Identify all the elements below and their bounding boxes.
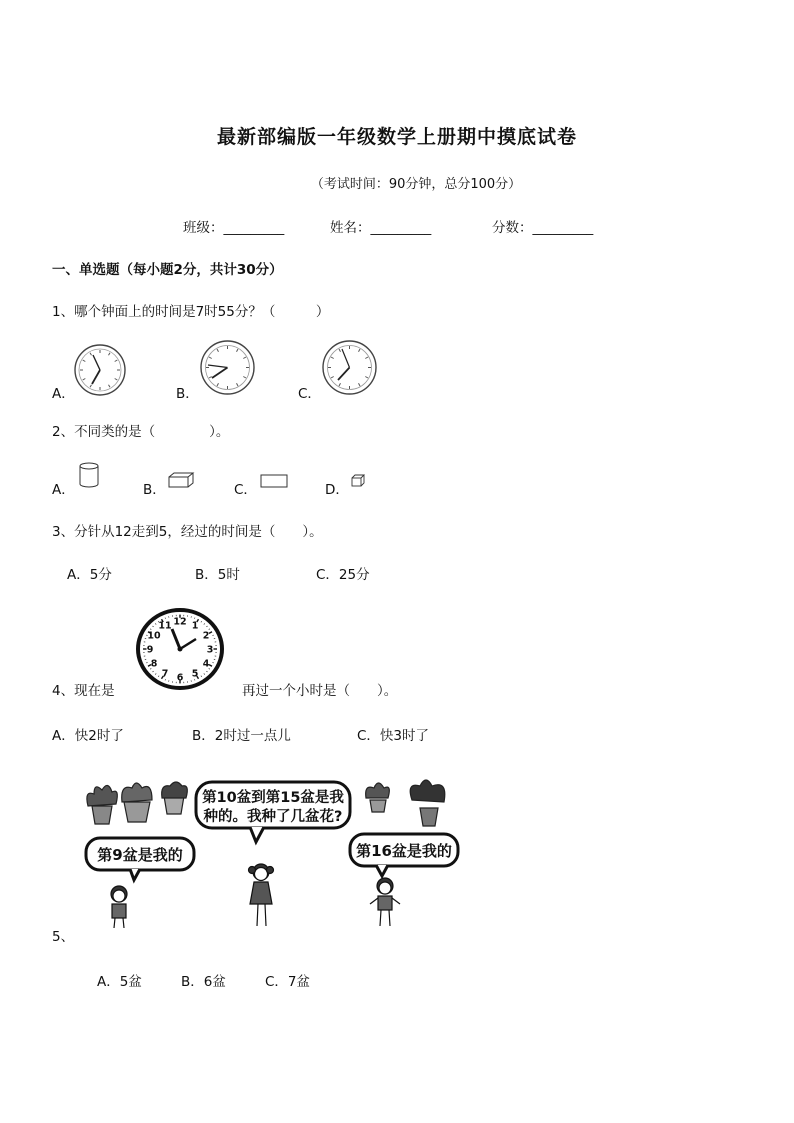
clock-numeral: 3 bbox=[206, 644, 214, 656]
cube-icon bbox=[351, 474, 365, 487]
q3-option-c: C．25分 bbox=[316, 567, 370, 583]
exam-info: （考试时间：90分钟，总分100分） bbox=[310, 177, 522, 192]
bubble-middle-line1: 第10盆到第15盆是我 bbox=[202, 790, 344, 806]
section-heading: 一、单选题（每小题2分，共计30分） bbox=[52, 262, 283, 278]
clock-numeral: 5 bbox=[191, 668, 199, 680]
clock-numeral: 9 bbox=[146, 644, 154, 656]
clock-c-icon bbox=[322, 340, 377, 395]
class-field: 班级：_________ bbox=[183, 220, 285, 236]
q5-option-a: A．5盆 bbox=[97, 974, 142, 990]
clock-numeral: 10 bbox=[147, 630, 161, 642]
question-2-stem: 2、不同类的是（ ）。 bbox=[52, 424, 230, 440]
girl-middle-figure bbox=[249, 864, 274, 926]
question-1-stem: 1、哪个钟面上的时间是7时55分？（ ） bbox=[52, 304, 330, 320]
page-title: 最新部编版一年级数学上册期中摸底试卷 bbox=[216, 126, 577, 148]
clock-numeral: 6 bbox=[176, 672, 184, 684]
q3-option-b: B．5时 bbox=[195, 567, 240, 583]
cuboid-icon bbox=[168, 472, 194, 488]
q2-option-c-label: C． bbox=[234, 482, 257, 498]
flower-pot-icon bbox=[366, 783, 390, 812]
q2-option-b-label: B． bbox=[143, 482, 166, 498]
q4-option-a: A．快2时了 bbox=[52, 728, 124, 744]
bubble-middle-line2: 种的。我种了几盆花? bbox=[203, 809, 343, 825]
score-field: 分数：_________ bbox=[492, 220, 594, 236]
q3-option-a: A．5分 bbox=[67, 567, 112, 583]
clock-numeral: 1 bbox=[191, 620, 199, 632]
clock-numeral: 8 bbox=[150, 658, 158, 670]
flower-pot-icon bbox=[87, 785, 117, 824]
q2-option-d-label: D． bbox=[325, 482, 349, 498]
flower-pots-illustration bbox=[80, 776, 470, 932]
boy-right-figure bbox=[370, 878, 400, 926]
clock-numeral: 7 bbox=[161, 668, 169, 680]
cylinder-icon bbox=[79, 462, 99, 488]
q1-option-c-label: C． bbox=[298, 386, 321, 402]
q4-option-b: B．2时过一点儿 bbox=[192, 728, 291, 744]
bubble-right-text: 第16盆是我的 bbox=[356, 842, 452, 860]
flower-pot-icon bbox=[162, 782, 188, 814]
clock-numeral: 2 bbox=[202, 630, 210, 642]
q5-option-c: C．7盆 bbox=[265, 974, 311, 990]
clock-numeral: 4 bbox=[202, 658, 210, 670]
clock-numeral: 12 bbox=[173, 616, 187, 628]
flower-pot-icon bbox=[410, 780, 445, 826]
q2-option-a-label: A． bbox=[52, 482, 75, 498]
q1-option-a-label: A． bbox=[52, 386, 75, 402]
q4-option-c: C．快3时了 bbox=[357, 728, 430, 744]
question-5-number: 5、 bbox=[52, 929, 75, 945]
clock-a-icon bbox=[74, 344, 126, 396]
bubble-left-text: 第9盆是我的 bbox=[97, 846, 183, 864]
clock-q4-icon bbox=[136, 608, 224, 690]
flower-pot-icon bbox=[122, 783, 152, 822]
name-field: 姓名：_________ bbox=[330, 220, 432, 236]
clock-numeral: 11 bbox=[158, 620, 172, 632]
clock-b-icon bbox=[200, 340, 255, 395]
question-4-suffix: 再过一个小时是（ ）。 bbox=[242, 683, 398, 699]
rectangle-icon bbox=[260, 474, 288, 488]
q5-option-b: B．6盆 bbox=[181, 974, 226, 990]
q1-option-b-label: B． bbox=[176, 386, 199, 402]
boy-left-figure bbox=[111, 886, 127, 928]
question-4-prefix: 4、现在是 bbox=[52, 683, 115, 699]
question-3-stem: 3、分针从12走到5，经过的时间是（ ）。 bbox=[52, 524, 323, 540]
